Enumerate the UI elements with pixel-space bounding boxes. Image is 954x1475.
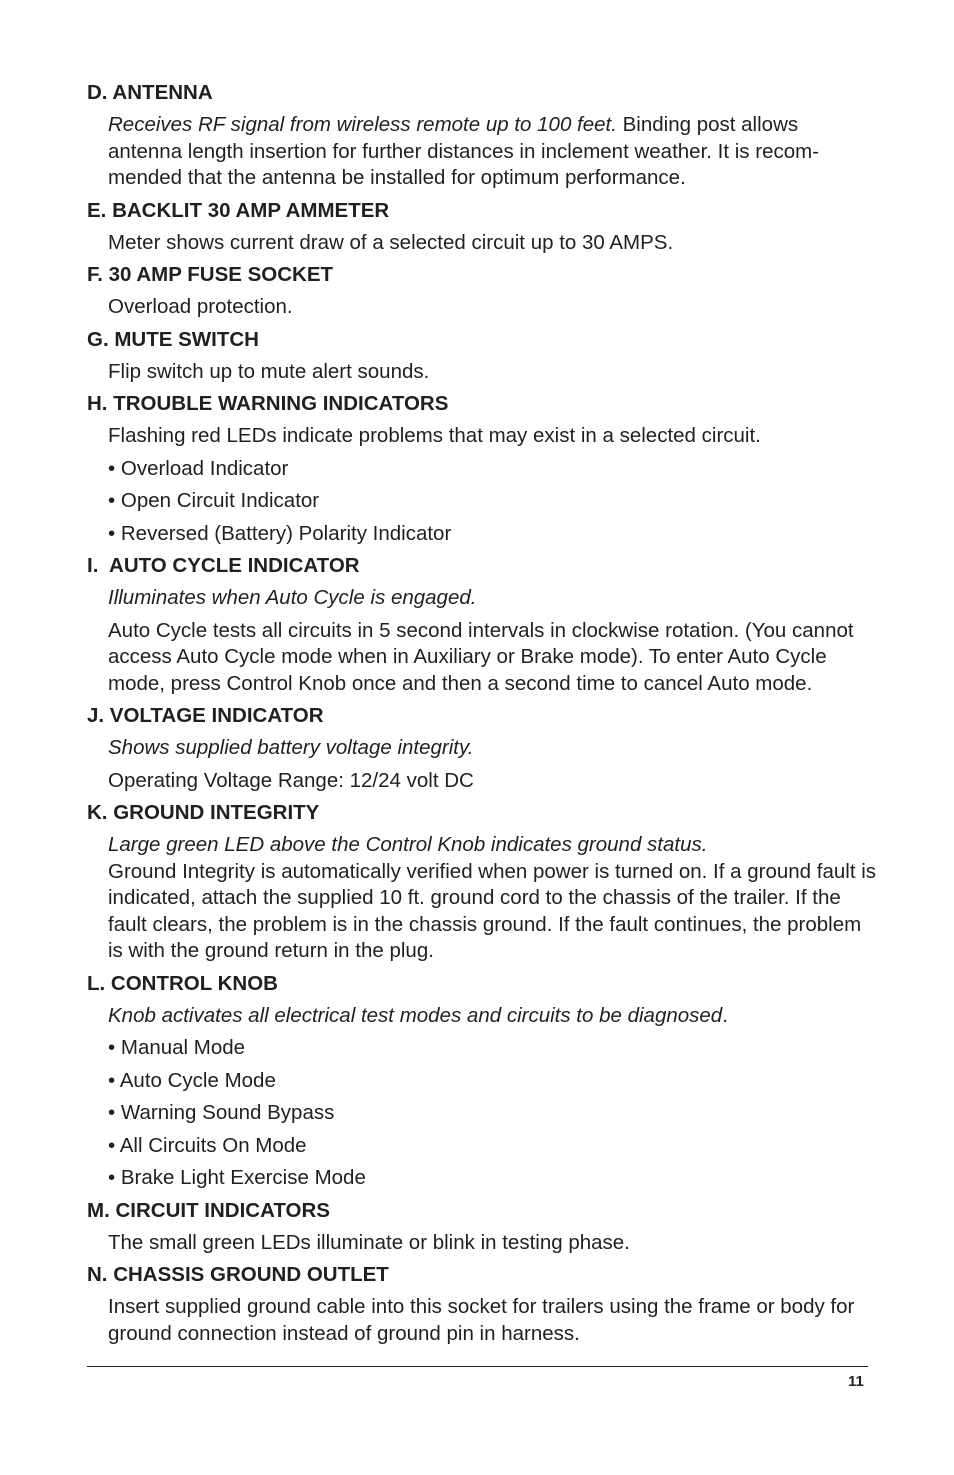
section-body-fuse-socket: Overload protection. xyxy=(108,295,293,318)
section-body-voltage: Operating Voltage Range: 12/24 volt DC xyxy=(108,768,474,792)
footer-divider xyxy=(87,1366,868,1367)
section-heading-trouble-warning: H. TROUBLE WARNING INDICATORS xyxy=(87,392,449,415)
page-content xyxy=(87,80,877,1353)
section-body-auto-cycle: Auto Cycle tests all circuits in 5 second intervals in clockwise rotation. (You cannot access Auto Cycle mode when in Auxiliary or Brake mode). To enter Auto Cycle mode, press Control Knob once and then a second time to cancel Auto mode. xyxy=(108,618,854,695)
section-body-trouble-warning: Flashing red LEDs indicate problems that may exist in a selected circuit. xyxy=(108,424,761,447)
list-item: • Brake Light Exercise Mode xyxy=(108,1166,366,1189)
section-body-circuit-indicators: The small green LEDs illuminate or blink in testing phase. xyxy=(108,1230,630,1254)
section-heading-circuit-indicators: M. CIRCUIT INDICATORS xyxy=(87,1198,330,1222)
antenna-italic-lead: Receives RF signal from wireless remote up to 100 feet. xyxy=(108,113,617,136)
section-italic-ground-integrity: Large green LED above the Control Knob indicates ground status. xyxy=(108,833,708,856)
section-heading-auto-cycle: I. AUTO CYCLE INDICATOR xyxy=(87,554,360,577)
section-heading-fuse-socket: F. 30 AMP FUSE SOCKET xyxy=(87,263,334,286)
section-italic-voltage: Shows supplied battery voltage integrity. xyxy=(108,736,474,759)
section-body-ammeter: Meter shows current draw of a selected circuit up to 30 AMPS. xyxy=(108,230,674,254)
control-knob-italic-text: Knob activates all electrical test modes and circuits to be diagnosed xyxy=(108,1003,723,1027)
section-heading-antenna: D. ANTENNA xyxy=(87,81,213,104)
list-item: • Manual Mode xyxy=(108,1036,246,1059)
section-body-ground-integrity: Ground Integrity is automatically verified when power is turned on. If a ground fault is indicated, attach the supplied 10 ft. ground cord to the chassis of the trailer. If the fault clears, the problem is in the chassis ground. If the fault continues, the problem is with the ground return in the plug. xyxy=(108,859,877,962)
section-italic-auto-cycle: Illuminates when Auto Cycle is engaged. xyxy=(108,586,477,609)
antenna-body-text: Binding post allows antenna length insertion for further distances in inclement weather. It is recom-mended that the antenna be installed for optimum performance. xyxy=(108,113,820,189)
section-heading-ground-integrity: K. GROUND INTEGRITY xyxy=(87,801,320,824)
section-body-mute-switch: Flip switch up to mute alert sounds. xyxy=(108,359,430,383)
section-heading-chassis-ground: N. CHASSIS GROUND OUTLET xyxy=(87,1263,389,1286)
page-number: 11 xyxy=(848,1373,864,1390)
section-heading-control-knob: L. CONTROL KNOB xyxy=(87,971,278,995)
section-italic-control-knob xyxy=(108,1003,877,1030)
list-item: • Reversed (Battery) Polarity Indicator xyxy=(108,521,452,545)
section-heading-ammeter: E. BACKLIT 30 AMP AMMETER xyxy=(87,198,390,222)
list-item: • Open Circuit Indicator xyxy=(108,489,320,512)
control-knob-period: . xyxy=(722,1003,728,1027)
section-heading-voltage: J. VOLTAGE INDICATOR xyxy=(87,704,324,727)
list-item: • Overload Indicator xyxy=(108,456,289,480)
list-item: • Warning Sound Bypass xyxy=(108,1101,335,1124)
list-item: • Auto Cycle Mode xyxy=(108,1068,276,1092)
section-body-chassis-ground: Insert supplied ground cable into this socket for trailers using the frame or body for ground connection instead of ground pin in harness. xyxy=(108,1295,855,1345)
section-body-antenna xyxy=(108,112,877,192)
list-item: • All Circuits On Mode xyxy=(108,1133,307,1157)
section-heading-mute-switch: G. MUTE SWITCH xyxy=(87,327,259,351)
